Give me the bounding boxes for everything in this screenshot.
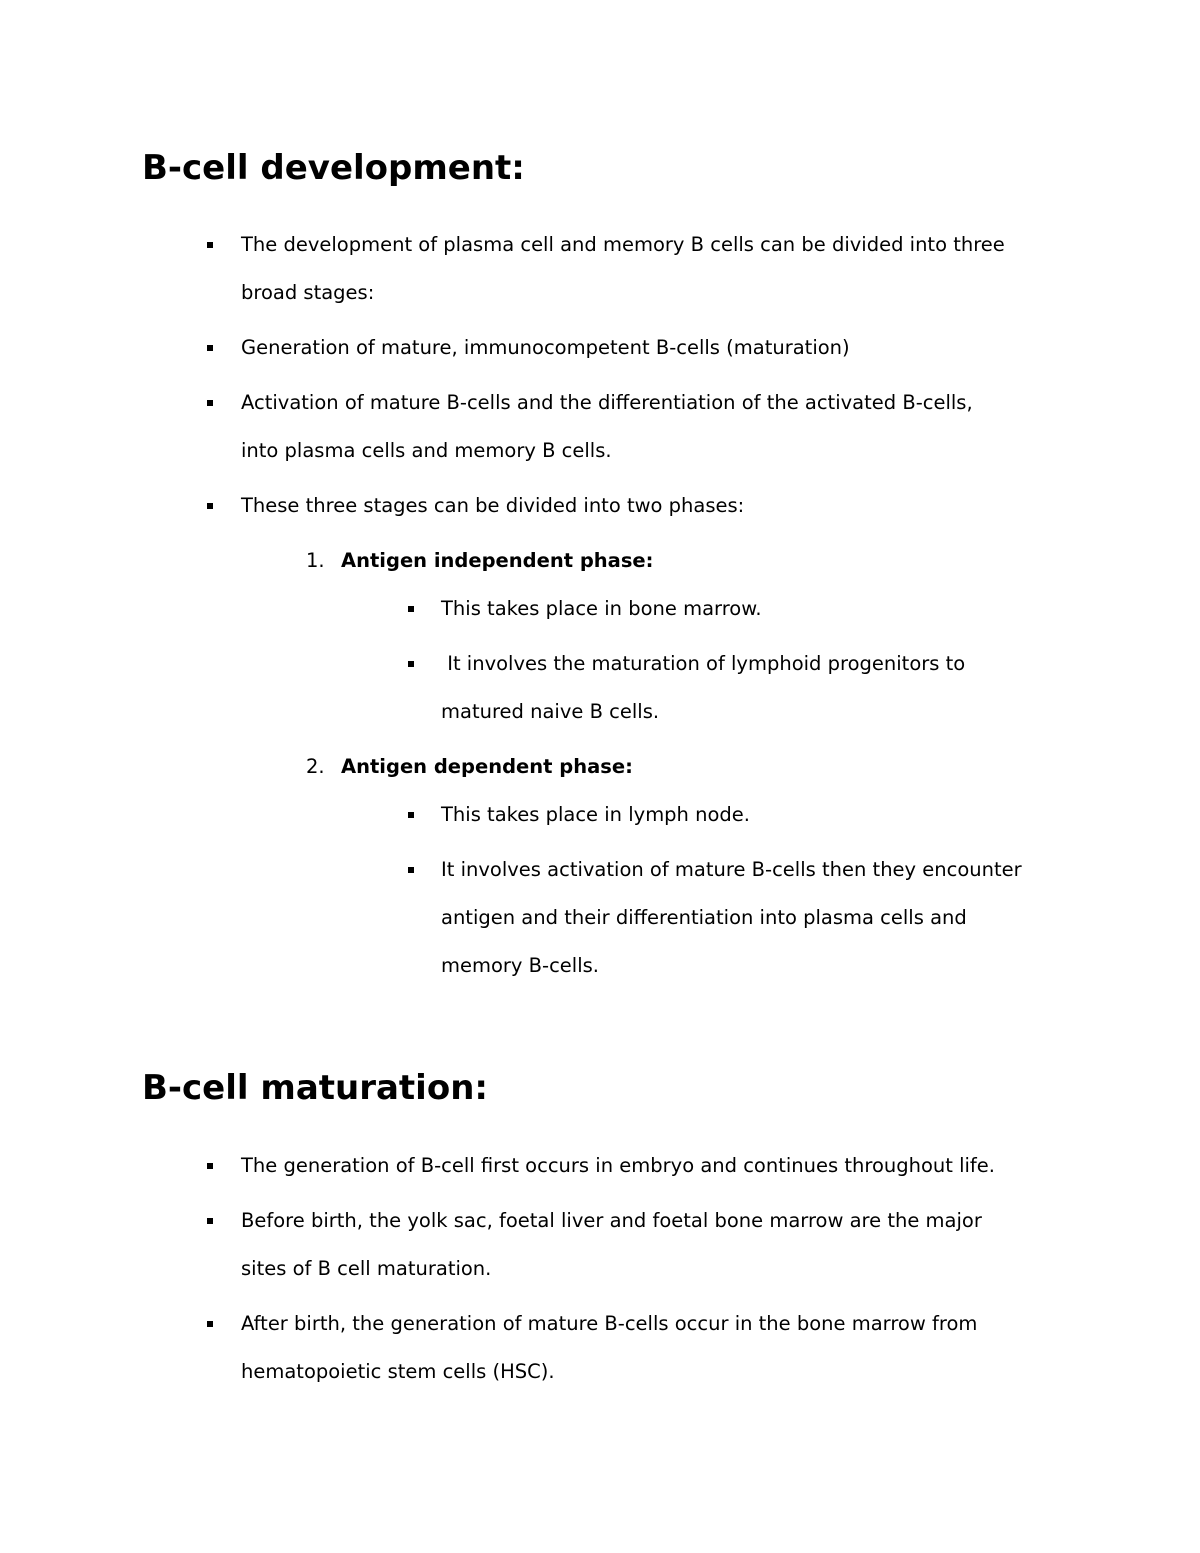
phase-item xyxy=(306,743,633,791)
list-item-line: broad stages: xyxy=(241,281,375,304)
list-item-line: It involves the maturation of lymphoid progenitors to xyxy=(441,652,966,675)
list-item-line: It involves activation of mature B-cells then they encounter xyxy=(441,858,1022,881)
phase-number: 2. xyxy=(306,755,325,778)
list-item xyxy=(441,585,762,633)
list-item-line: This takes place in lymph node. xyxy=(441,803,750,826)
list-item xyxy=(241,1300,977,1396)
list-item xyxy=(241,482,744,530)
list-item xyxy=(241,324,850,372)
list-item xyxy=(441,640,965,736)
square-bullet-icon xyxy=(207,345,213,351)
list-item xyxy=(441,791,750,839)
square-bullet-icon xyxy=(207,503,213,509)
list-item-line: The generation of B-cell first occurs in embryo and continues throughout life. xyxy=(241,1154,995,1177)
list-item-line: hematopoietic stem cells (HSC). xyxy=(241,1360,555,1383)
list-item-line: Activation of mature B-cells and the differentiation of the activated B-cells, xyxy=(241,391,973,414)
phase-title: Antigen dependent phase: xyxy=(341,755,633,778)
square-bullet-icon xyxy=(408,661,414,667)
square-bullet-icon xyxy=(408,606,414,612)
list-item-line: antigen and their differentiation into plasma cells and xyxy=(441,906,967,929)
list-item xyxy=(241,221,1005,317)
square-bullet-icon xyxy=(207,400,213,406)
square-bullet-icon xyxy=(207,1163,213,1169)
section-heading-b-cell-development: B-cell development: xyxy=(142,148,525,188)
list-item-line: memory B-cells. xyxy=(441,954,599,977)
list-item-line: Before birth, the yolk sac, foetal liver and foetal bone marrow are the major xyxy=(241,1209,982,1232)
square-bullet-icon xyxy=(207,1321,213,1327)
list-item-line: This takes place in bone marrow. xyxy=(441,597,762,620)
square-bullet-icon xyxy=(207,1218,213,1224)
section-heading-b-cell-maturation: B-cell maturation: xyxy=(142,1068,488,1108)
square-bullet-icon xyxy=(408,867,414,873)
list-item xyxy=(241,1142,995,1190)
list-item-line: These three stages can be divided into two phases: xyxy=(241,494,745,517)
list-item-line: Generation of mature, immunocompetent B-cells (maturation) xyxy=(241,336,850,359)
list-item-line: into plasma cells and memory B cells. xyxy=(241,439,612,462)
square-bullet-icon xyxy=(408,812,414,818)
phase-number: 1. xyxy=(306,549,325,572)
list-item xyxy=(241,379,973,475)
list-item-line: The development of plasma cell and memory B cells can be divided into three xyxy=(241,233,1005,256)
list-item xyxy=(241,1197,982,1293)
phase-title: Antigen independent phase: xyxy=(341,549,654,572)
list-item-line: After birth, the generation of mature B-cells occur in the bone marrow from xyxy=(241,1312,978,1335)
square-bullet-icon xyxy=(207,242,213,248)
list-item-line: matured naive B cells. xyxy=(441,700,660,723)
phase-item xyxy=(306,537,654,585)
list-item xyxy=(441,846,1022,990)
list-item-line: sites of B cell maturation. xyxy=(241,1257,492,1280)
